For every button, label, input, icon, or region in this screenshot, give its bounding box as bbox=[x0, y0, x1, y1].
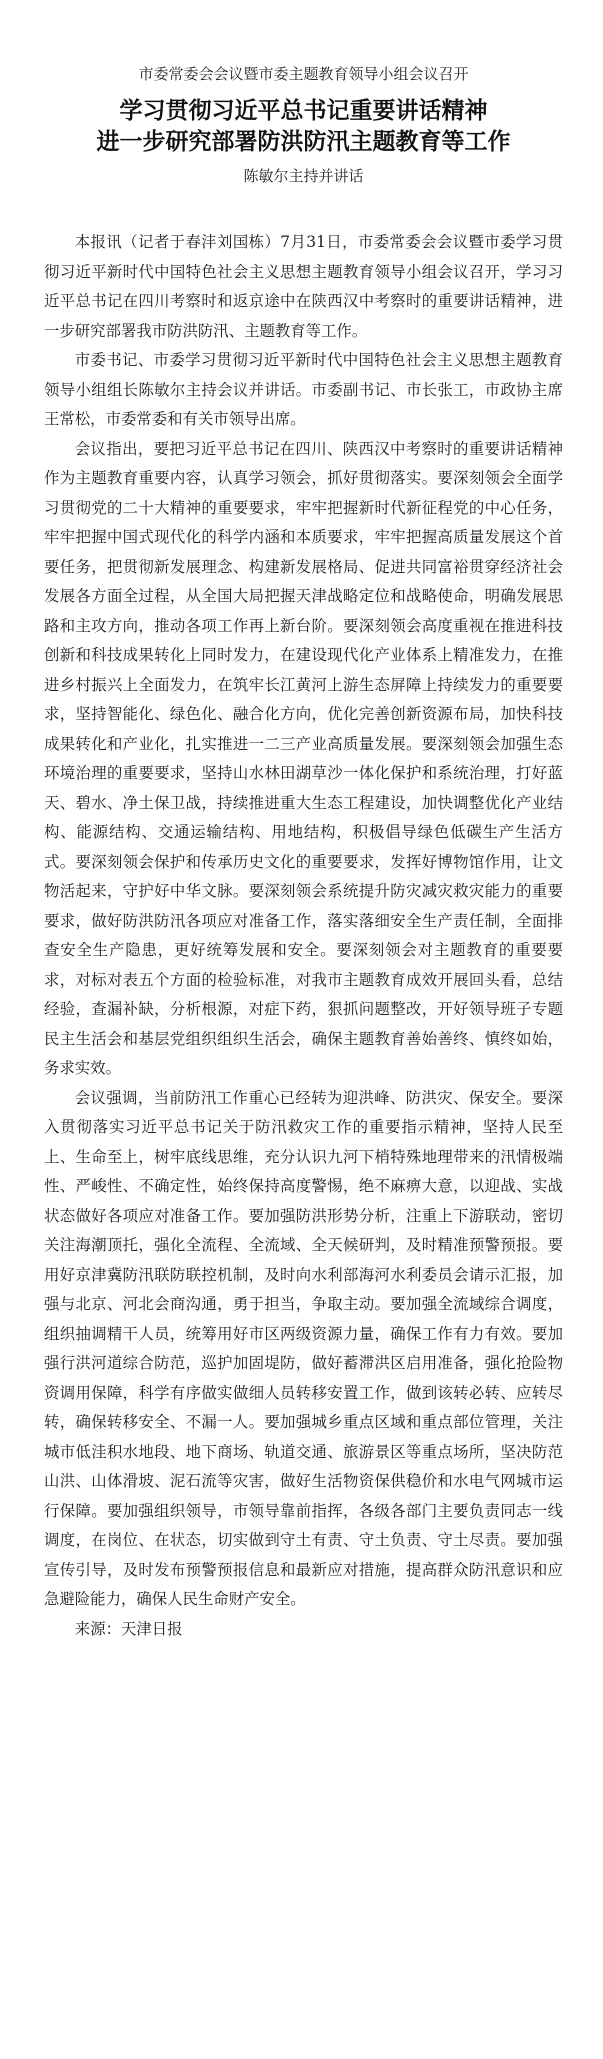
body-paragraph-3: 会议指出，要把习近平总书记在四川、陕西汉中考察时的重要讲话精神作为主题教育重要内容，认真学习领会，抓好贯彻落实。要深刻领会全面学习贯彻党的二十大精神的重要要求，牢牢把握新时代新征程党的中心任务，牢牢把握中国式现代化的科学内涵和本质要求，牢牢把握高质量发展这个首要任务，把贯彻新发展理念、构建新发展格局、促进共同富裕贯穿经济社会发展各方面全过程，从全国大局把握天津战略定位和战略使命，明确发展思路和主攻方向，推动各项工作再上新台阶。要深刻领会高度重视在推进科技创新和科技成果转化上同时发力，在建设现代化产业体系上精准发力，在推进乡村振兴上全面发力，在筑牢长江黄河上游生态屏障上持续发力的重要要求，坚持智能化、绿色化、融合化方向，优化完善创新资源布局，加快科技成果转化和产业化，扎实推进一二三产业高质量发展。要深刻领会加强生态环境治理的重要要求，坚持山水林田湖草沙一体化保护和系统治理，打好蓝天、碧水、净土保卫战，持续推进重大生态工程建设，加快调整优化产业结构、能源结构、交通运输结构、用地结构，积极倡导绿色低碳生产生活方式。要深刻领会保护和传承历史文化的重要要求，发挥好博物馆作用，让文物活起来，守护好中华文脉。要深刻领会系统提升防灾减灾救灾能力的重要要求，做好防洪防汛各项应对准备工作，落实落细安全生产责任制，全面排查安全生产隐患，更好统筹发展和安全。要深刻领会对主题教育的重要要求，对标对表五个方面的检验标准，对我市主题教育成效开展回头看，总结经验，查漏补缺，分析根源，对症下药，狠抓问题整改，开好领导班子专题民主生活会和基层党组织组织生活会，确保主题教育善始善终、慎终如始，务求实效。 bbox=[44, 439, 563, 1077]
article-body bbox=[44, 228, 563, 1644]
body-paragraph-1: 本报讯（记者于春沣刘国栋）7月31日，市委常委会会议暨市委学习贯彻习近平新时代中国特色社会主义思想主题教育领导小组会议召开，学习习近平总书记在四川考察时和返京途中在陕西汉中考察时的重要讲话精神，进一步研究部署我市防洪防汛、主题教育等工作。 bbox=[44, 233, 563, 340]
article-subhead: 陈敏尔主持并讲话 bbox=[243, 167, 364, 185]
headline-line-1: 学习贯彻习近平总书记重要讲话精神 bbox=[119, 98, 488, 124]
article-source: 来源：天津日报 bbox=[74, 1619, 183, 1638]
article-headline bbox=[44, 96, 563, 158]
body-paragraph-4: 会议强调，当前防汛工作重心已经转为迎洪峰、防洪灾、保安全。要深入贯彻落实习近平总书记关于防汛救灾工作的重要指示精神，坚持人民至上、生命至上，树牢底线思维，充分认识九河下梢特殊地理带来的汛情极端性、严峻性、不确定性，始终保持高度警惕，绝不麻痹大意，以迎战、实战状态做好各项应对准备工作。要加强防洪形势分析，注重上下游联动，密切关注海潮顶托，强化全流程、全流域、全天候研判，及时精准预警预报。要用好京津冀防汛联防联控机制，及时向水利部海河水利委员会请示汇报，加强与北京、河北会商沟通，勇于担当，争取主动。要加强全流域综合调度，组织抽调精干人员，统筹用好市区两级资源力量，确保工作有力有效。要加强行洪河道综合防范，巡护加固堤防，做好蓄滞洪区启用准备，强化抢险物资调用保障，科学有序做实做细人员转移安置工作，做到该转必转、应转尽转，确保转移安全、不漏一人。要加强城乡重点区域和重点部位管理，关注城市低洼积水地段、地下商场、轨道交通、旅游景区等重点场所，坚决防范山洪、山体滑坡、泥石流等灾害，做好生活物资保供稳价和水电气网城市运行保障。要加强组织领导，市领导靠前指挥，各级各部门主要负责同志一线调度，在岗位、在状态，切实做到守土有责、守土负责、守土尽责。要加强宣传引导，及时发布预警预报信息和最新应对措施，提高群众防汛意识和应急避险能力，确保人民生命财产安全。 bbox=[44, 1088, 563, 1608]
body-paragraph-2: 市委书记、市委学习贯彻习近平新时代中国特色社会主义思想主题教育领导小组组长陈敏尔主持会议并讲话。市委副书记、市长张工，市政协主席王常松，市委常委和有关市领导出席。 bbox=[44, 351, 563, 428]
article-kicker: 市委常委会会议暨市委主题教育领导小组会议召开 bbox=[138, 65, 469, 83]
headline-line-2: 进一步研究部署防洪防汛主题教育等工作 bbox=[96, 129, 511, 155]
